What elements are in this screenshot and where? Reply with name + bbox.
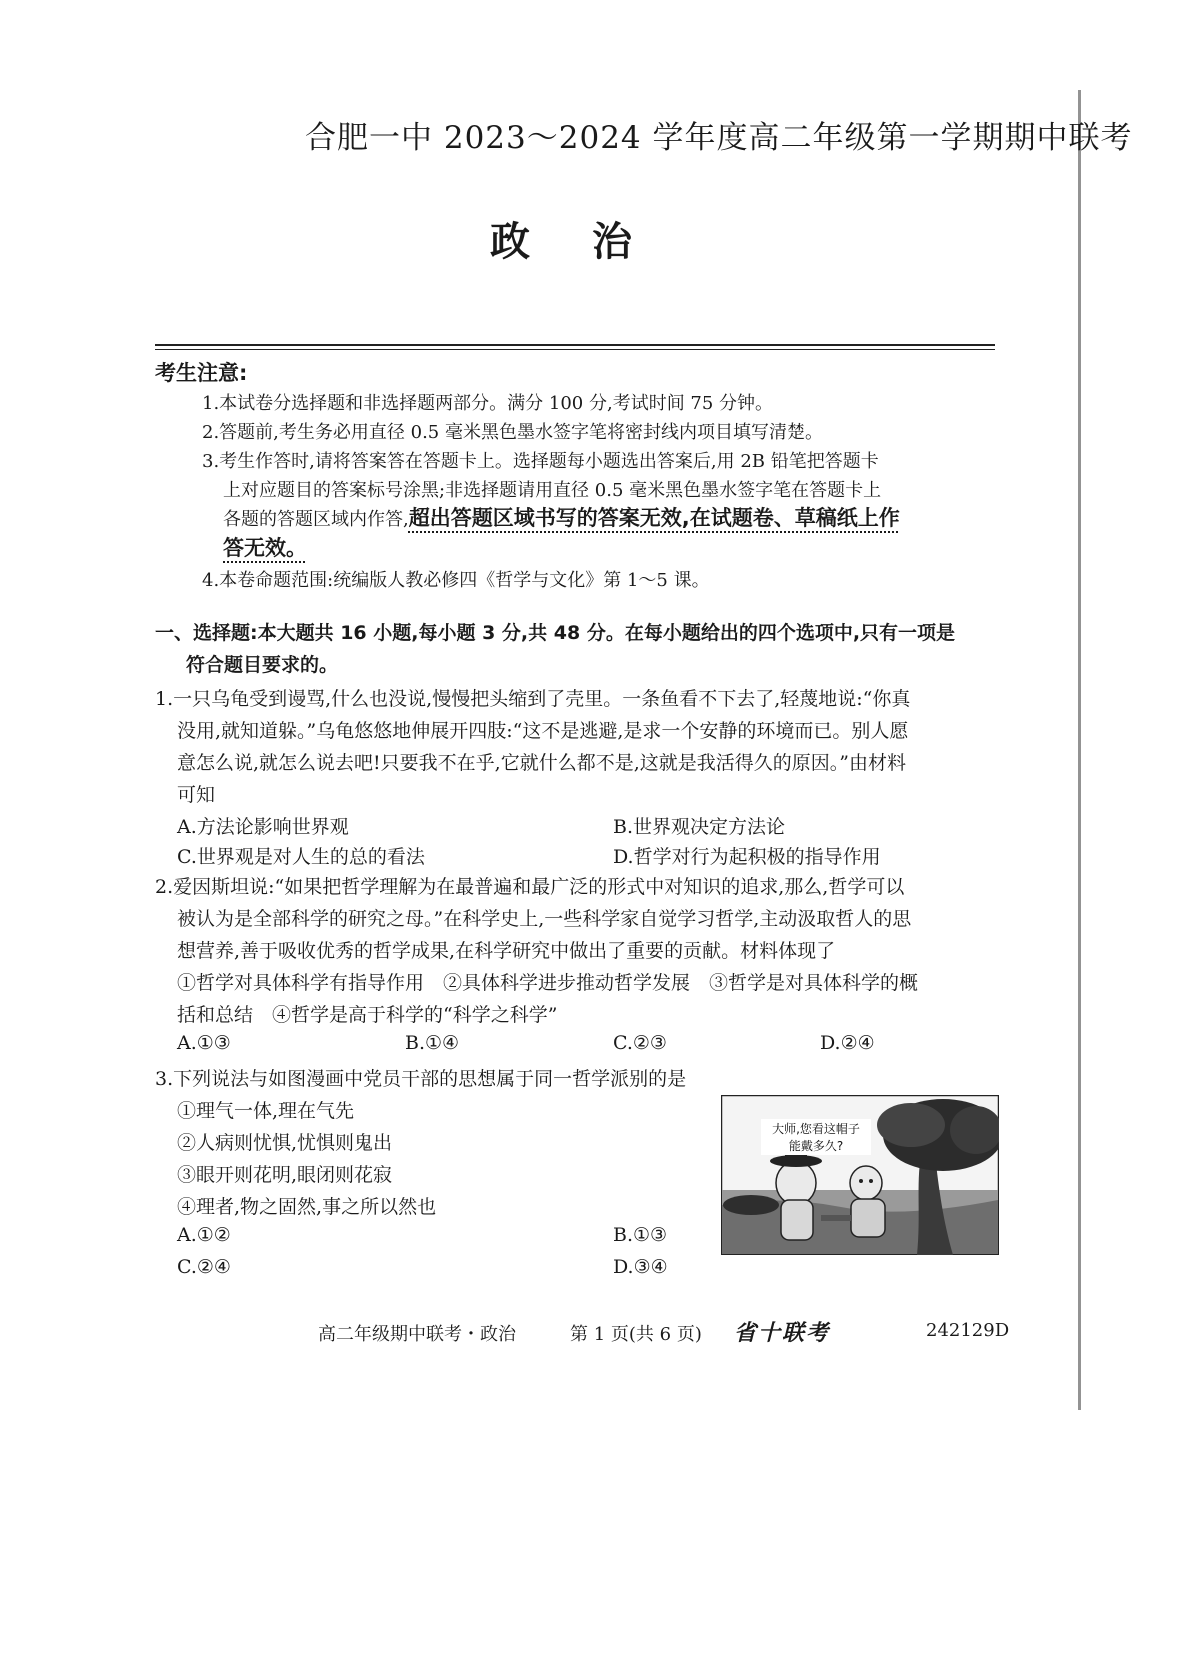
notice-item-1: 1.本试卷分选择题和非选择题两部分。满分 100 分,考试时间 75 分钟。 xyxy=(202,393,774,414)
cartoon-caption-line-1: 大师,您看这帽子 xyxy=(772,1122,860,1136)
q2-option-c: C.②③ xyxy=(613,1032,667,1054)
footer-exam-name: 高二年级期中联考・政治 xyxy=(318,1324,516,1345)
notice-emphasis: 超出答题区域书写的答案无效,在试题卷、草稿纸上作 xyxy=(408,506,900,530)
q2-option-d: D.②④ xyxy=(820,1032,875,1054)
q1-option-a: A.方法论影响世界观 xyxy=(177,816,349,838)
cartoon-image xyxy=(721,1095,999,1255)
notice-item-2: 2.答题前,考生务必用直径 0.5 毫米黑色墨水签字笔将密封线内项目填写清楚。 xyxy=(202,422,823,443)
q2-statements: 括和总结 ④哲学是高于科学的“科学之科学” xyxy=(177,1004,558,1026)
notice-item-3-cont xyxy=(223,502,900,532)
q3-option-b: B.①③ xyxy=(613,1224,668,1246)
exam-title: 合肥一中 2023～2024 学年度高二年级第一学期期中联考 xyxy=(305,120,1133,156)
q3-statement-1: ①理气一体,理在气先 xyxy=(177,1100,355,1122)
q2-option-a: A.①③ xyxy=(177,1032,231,1054)
footer-page-number: 第 1 页(共 6 页) xyxy=(570,1324,702,1345)
q3-statement-3: ③眼开则花明,眼闭则花寂 xyxy=(177,1164,393,1186)
subject-title: 政治 xyxy=(490,218,694,265)
q3-stem: 3.下列说法与如图漫画中党员干部的思想属于同一哲学派别的是 xyxy=(155,1068,687,1090)
q1-stem: 1.一只乌龟受到谩骂,什么也没说,慢慢把头缩到了壳里。一条鱼看不下去了,轻蔑地说:“你真 xyxy=(155,688,911,710)
notice-heading: 考生注意: xyxy=(155,361,248,385)
q3-option-c: C.②④ xyxy=(177,1256,231,1278)
q3-option-d: D.③④ xyxy=(613,1256,668,1278)
footer-code: 242129D xyxy=(926,1320,1010,1341)
notice-plain-text: 各题的答题区域内作答, xyxy=(223,509,409,530)
notice-item-3: 3.考生作答时,请将答案答在答题卡上。选择题每小题选出答案后,用 2B 铅笔把答题卡 xyxy=(202,451,879,472)
q2-statements: ①哲学对具体科学有指导作用 ②具体科学进步推动哲学发展 ③哲学是对具体科学的概 xyxy=(177,972,919,994)
q1-stem: 没用,就知道躲。”乌龟悠悠地伸展开四肢:“这不是逃避,是求一个安静的环境而已。别人愿 xyxy=(177,720,909,742)
q2-option-b: B.①④ xyxy=(405,1032,460,1054)
scan-edge-shadow xyxy=(1078,90,1081,1410)
q3-statement-4: ④理者,物之固然,事之所以然也 xyxy=(177,1196,437,1218)
q2-stem: 2.爱因斯坦说:“如果把哲学理解为在最普遍和最广泛的形式中对知识的追求,那么,哲学可以 xyxy=(155,876,905,898)
notice-item-3-cont: 上对应题目的答案标号涂黑;非选择题请用直径 0.5 毫米黑色墨水签字笔在答题卡上 xyxy=(223,480,882,501)
q2-stem: 被认为是全部科学的研究之母。”在科学史上,一些科学家自觉学习哲学,主动汲取哲人的思 xyxy=(177,908,912,930)
q1-option-c: C.世界观是对人生的总的看法 xyxy=(177,846,425,868)
q1-option-d: D.哲学对行为起积极的指导作用 xyxy=(613,846,881,868)
q3-statement-2: ②人病则忧惧,忧惧则鬼出 xyxy=(177,1132,393,1154)
q1-stem: 意怎么说,就怎么说去吧!只要我不在乎,它就什么都不是,这就是我活得久的原因。”由材料 xyxy=(177,752,906,774)
divider xyxy=(155,349,995,350)
divider xyxy=(155,344,995,346)
q2-stem: 想营养,善于吸收优秀的哲学成果,在科学研究中做出了重要的贡献。材料体现了 xyxy=(177,940,836,962)
notice-item-4: 4.本卷命题范围:统编版人教必修四《哲学与文化》第 1～5 课。 xyxy=(202,570,710,591)
notice-item-3-cont xyxy=(223,532,307,562)
section-heading: 一、选择题:本大题共 16 小题,每小题 3 分,共 48 分。在每小题给出的四个选项中,只有一项是 xyxy=(155,622,956,644)
q1-stem: 可知 xyxy=(177,784,216,806)
footer-stamp: 省十联考 xyxy=(734,1321,831,1346)
q3-option-a: A.①② xyxy=(177,1224,231,1246)
q1-option-b: B.世界观决定方法论 xyxy=(613,816,786,838)
notice-emphasis: 答无效。 xyxy=(223,536,307,560)
section-heading-cont: 符合题目要求的。 xyxy=(186,654,339,676)
cartoon-caption-line-2: 能戴多久? xyxy=(788,1139,844,1153)
